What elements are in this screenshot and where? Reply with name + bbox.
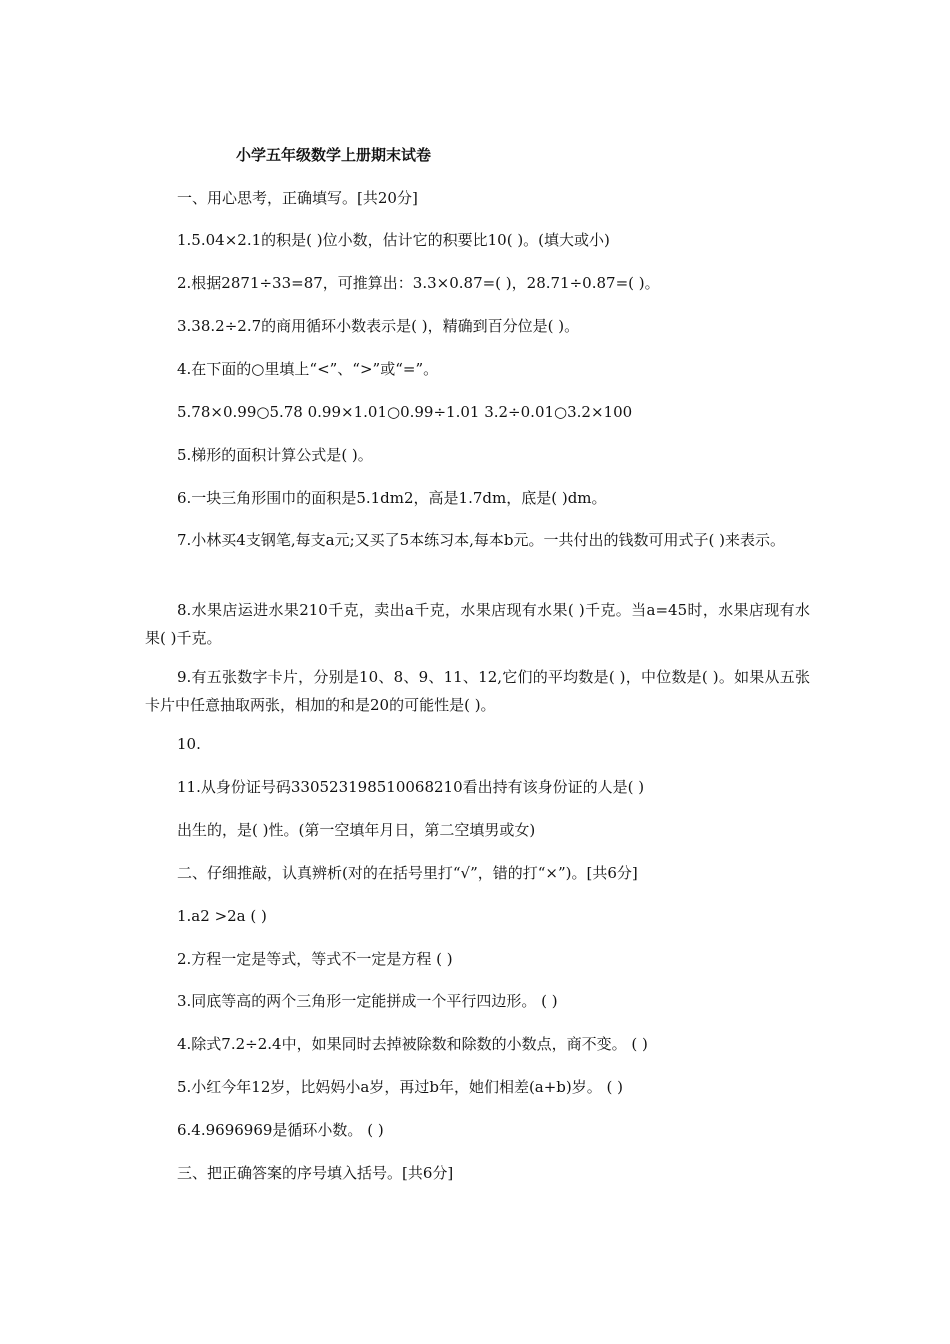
question-1-11: 11.从身份证号码330523198510068210看出持有该身份证的人是( ) [177, 778, 645, 796]
question-1-3: 3.38.2÷2.7的商用循环小数表示是( )，精确到百分位是( )。 [177, 317, 580, 335]
question-1-5: 5.梯形的面积计算公式是( )。 [177, 446, 373, 464]
question-1-8: 8.水果店运进水果210千克，卖出a千克，水果店现有水果( )千克。当a=45时，水果店现有水果( )千克。 [145, 601, 810, 647]
section-heading-2: 二、仔细推敲，认真辨析(对的在括号里打“√”，错的打“×”)。[共6分] [177, 864, 638, 882]
question-1-1: 1.5.04×2.1的积是( )位小数，估计它的积要比10( )。(填大或小) [177, 231, 610, 249]
question-1-11-cont: 出生的，是( )性。(第一空填年月日，第二空填男或女) [177, 821, 536, 839]
question-2-6: 6.4.9696969是循环小数。 ( ) [177, 1121, 384, 1139]
question-2-5: 5.小红今年12岁，比妈妈小a岁，再过b年，她们相差(a+b)岁。 ( ) [177, 1078, 624, 1096]
section-heading-1: 一、用心思考，正确填写。[共20分] [177, 189, 418, 207]
question-1-2: 2.根据2871÷33=87，可推算出：3.3×0.87=( )，28.71÷0.87=( )。 [177, 274, 660, 292]
page-title: 小学五年级数学上册期末试卷 [236, 146, 432, 164]
question-2-2: 2.方程一定是等式，等式不一定是方程 ( ) [177, 950, 453, 968]
question-2-1: 1.a2 >2a ( ) [177, 907, 267, 925]
section-heading-3: 三、把正确答案的序号填入括号。[共6分] [177, 1164, 454, 1182]
question-1-4-items: 5.78×0.99○5.78 0.99×1.01○0.99÷1.01 3.2÷0.01○3.2×100 [177, 403, 633, 421]
question-1-9: 9.有五张数字卡片，分别是10、8、9、11、12,它们的平均数是( )，中位数是( )。如果从五张卡片中任意抽取两张，相加的和是20的可能性是( )。 [145, 668, 810, 714]
question-2-3: 3.同底等高的两个三角形一定能拼成一个平行四边形。 ( ) [177, 992, 558, 1010]
question-2-4: 4.除式7.2÷2.4中，如果同时去掉被除数和除数的小数点，商不变。 ( ) [177, 1035, 648, 1053]
question-1-7: 7.小林买4支钢笔,每支a元;又买了5本练习本,每本b元。一共付出的钱数可用式子( )来表示。 [177, 531, 786, 549]
question-1-10: 10. [177, 735, 201, 753]
question-1-4: 4.在下面的○里填上“<”、“>”或“=”。 [177, 360, 439, 378]
question-1-6: 6.一块三角形围巾的面积是5.1dm2，高是1.7dm，底是( )dm。 [177, 489, 607, 507]
